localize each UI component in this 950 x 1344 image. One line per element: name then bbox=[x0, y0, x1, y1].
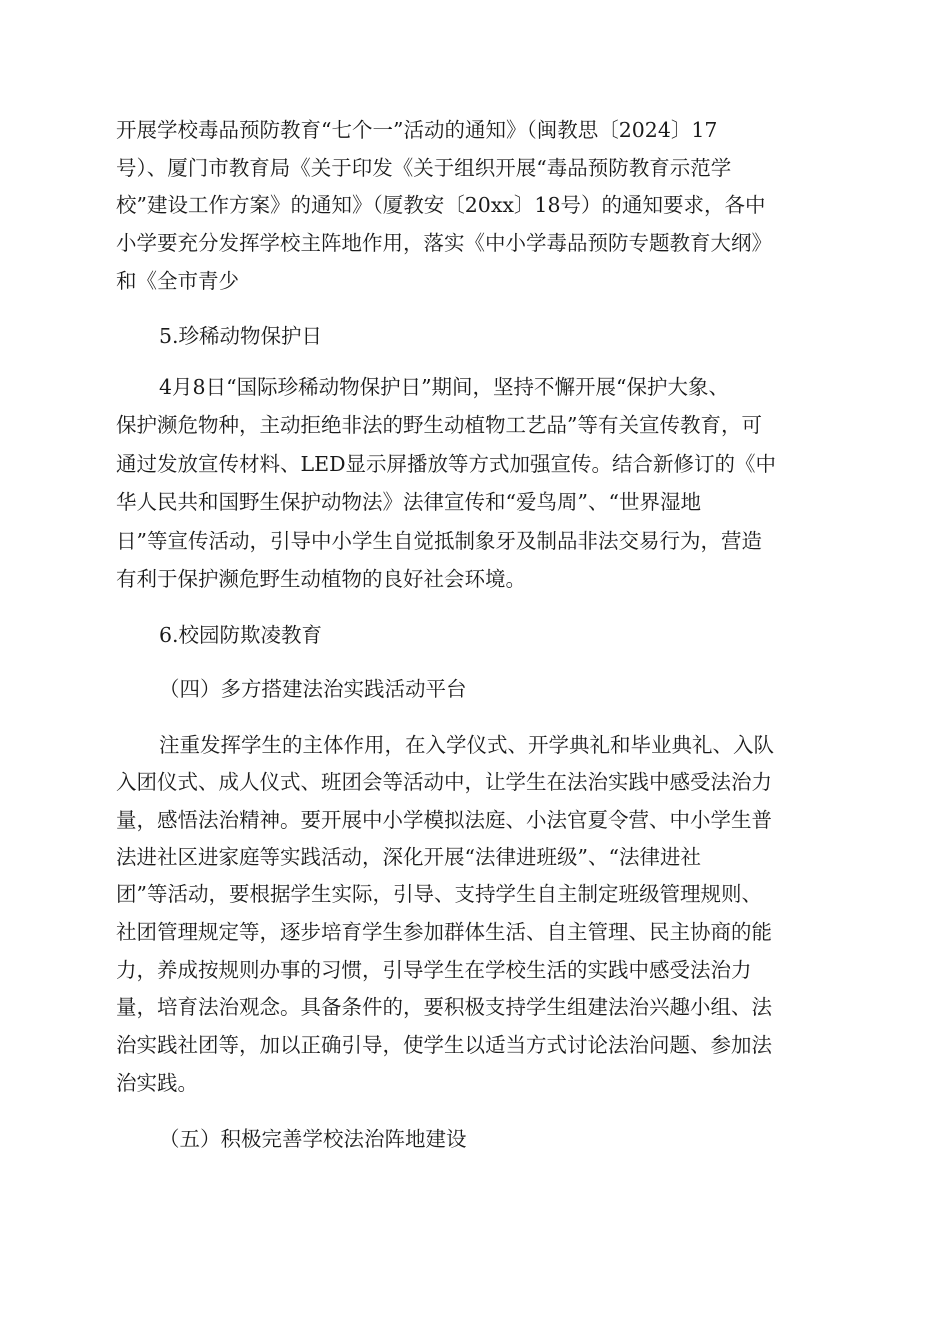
text-line: 有利于保护濒危野生动植物的良好社会环境。 bbox=[116, 567, 526, 591]
text-line: 入团仪式、成人仪式、班团会等活动中，让学生在法治实践中感受法治力 bbox=[116, 770, 772, 794]
paragraph-first-line: 注重发挥学生的主体作用，在入学仪式、开学典礼和毕业典礼、入队 bbox=[159, 733, 774, 757]
text-line: 社团管理规定等，逐步培育学生参加群体生活、自主管理、民主协商的能 bbox=[116, 920, 772, 944]
paragraph-first-line: 4月8日“国际珍稀动物保护日”期间，坚持不懈开展“保护大象、 bbox=[159, 375, 730, 399]
text-line: 日”等宣传活动，引导中小学生自觉抵制象牙及制品非法交易行为，营造 bbox=[116, 529, 762, 553]
subsection-heading: （五）积极完善学校法治阵地建设 bbox=[159, 1127, 467, 1151]
text-line: 力，养成按规则办事的习惯，引导学生在学校生活的实践中感受法治力 bbox=[116, 958, 752, 982]
text-line: 治实践。 bbox=[116, 1071, 198, 1095]
text-line: 法进社区进家庭等实践活动，深化开展“法律进班级”、“法律进社 bbox=[116, 845, 701, 869]
subsection-heading: （四）多方搭建法治实践活动平台 bbox=[159, 677, 467, 701]
text-line: 小学要充分发挥学校主阵地作用，落实《中小学毒品预防专题教育大纲》 bbox=[116, 231, 772, 255]
text-line: 量，感悟法治精神。要开展中小学模拟法庭、小法官夏令营、中小学生普 bbox=[116, 808, 772, 832]
text-line: 和《全市青少 bbox=[116, 269, 239, 293]
text-line: 治实践社团等，加以正确引导，使学生以适当方式讨论法治问题、参加法 bbox=[116, 1033, 772, 1057]
text-line: 号）、厦门市教育局《关于印发《关于组织开展“毒品预防教育示范学 bbox=[116, 156, 732, 180]
section-heading: 5.珍稀动物保护日 bbox=[159, 324, 323, 348]
text-line: 华人民共和国野生保护动物法》法律宣传和“爱鸟周”、“世界湿地 bbox=[116, 490, 701, 514]
text-line: 量，培育法治观念。具备条件的，要积极支持学生组建法治兴趣小组、法 bbox=[116, 995, 772, 1019]
text-line: 保护濒危物种，主动拒绝非法的野生动植物工艺品”等有关宣传教育，可 bbox=[116, 413, 762, 437]
section-heading: 6.校园防欺凌教育 bbox=[159, 623, 323, 647]
text-line: 通过发放宣传材料、LED显示屏播放等方式加强宣传。结合新修订的《中 bbox=[116, 452, 777, 476]
text-line: 团”等活动，要根据学生实际，引导、支持学生自主制定班级管理规则、 bbox=[116, 882, 762, 906]
text-line: 校”建设工作方案》的通知》（厦教安〔20xx〕18号）的通知要求，各中 bbox=[116, 193, 766, 217]
text-line: 开展学校毒品预防教育“七个一”活动的通知》（闽教思〔2024〕17 bbox=[116, 118, 718, 142]
